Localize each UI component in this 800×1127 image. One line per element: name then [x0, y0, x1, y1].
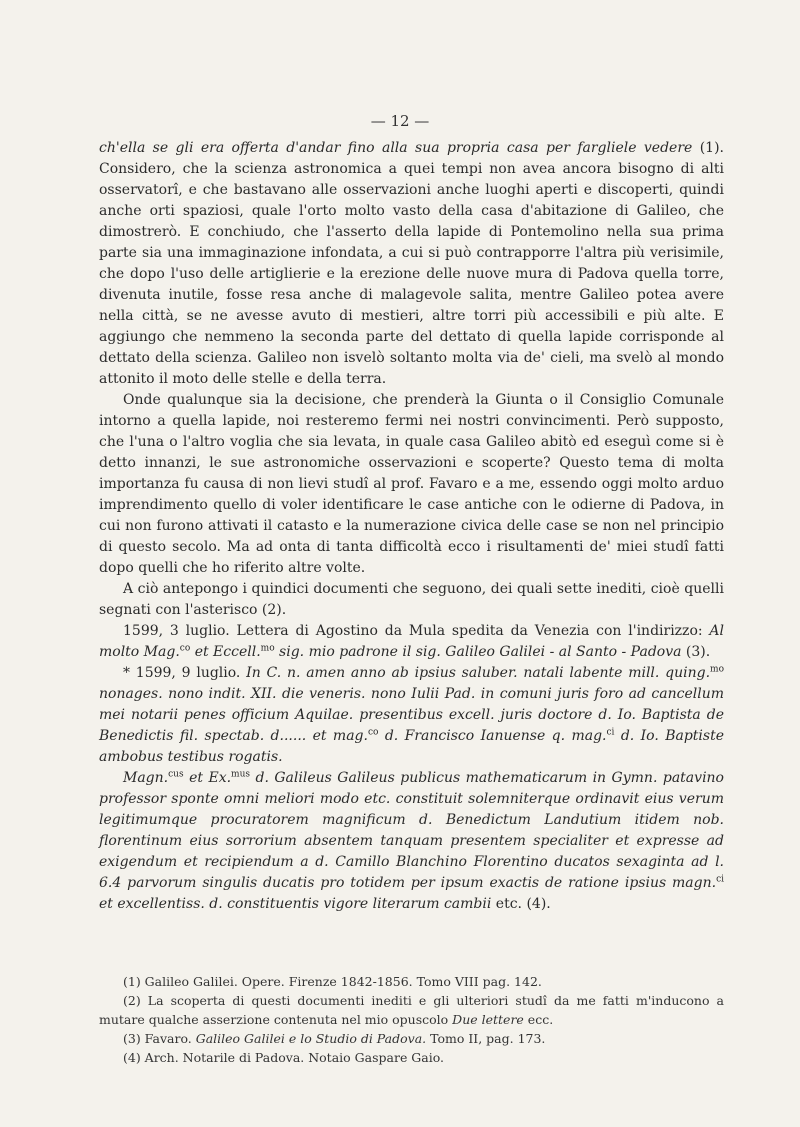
paragraph: A ciò antepongo i quindici documenti che seguono, dei quali sette inediti, cioè quelli segnati con l'asterisco (2).	[99, 581, 724, 618]
italic-text: et Eccell.	[190, 644, 261, 660]
italic-text: sig. mio padrone il sig. Galileo Galilei - al Santo - Padova	[274, 644, 682, 660]
footnote: (4) Arch. Notarile di Padova. Notaio Gaspare Gaio.	[123, 1050, 445, 1065]
document-entry	[99, 663, 724, 768]
paragraph-text: (1). Considero, che la scienza astronomica a quei tempi non avea ancora bisogno di alti osservatorî, e che bastavano alle osservazioni anche luoghi aperti e discoperti, quindi anche orti spaziosi, quale l'orto molto vasto della casa d'abitazione di Galileo, che dimostrerò. E conchiudo, che l'asserto della lapide di Pontemolino nella sua prima parte sia una immaginazione infondata, a cui si può contrapporre l'altra più verisimile, che dopo l'uso delle artiglierie e la erezione delle nuove mura di Padova quella torre, divenuta inutile, fosse resa anche di malagevole salita, mentre Galileo potea avere nella città, se ne avesse avuto di mestieri, altre torri più accessibili e più alte. E aggiungo che nemmeno la seconda parte del dettato di quella lapide corrisponde al dettato della scienza. Galileo non isvelò soltanto molta via de' cieli, ma svelò al mondo attonito il moto delle stelle e della terra.	[99, 140, 724, 387]
italic-text: d. Francisco Ianuense q. mag.	[378, 728, 607, 744]
paragraph: Onde qualunque sia la decisione, che prenderà la Giunta o il Consiglio Comunale intorno a quella lapide, noi resteremo fermi nei nostri convincimenti. Però supposto, che l'una o l'altro voglia che sia levata, in quale casa Galileo abitò ed eseguì come si è detto innanzi, le sue astronomiche osservazioni e scoperte? Questo tema di molta importanza fu causa di non lievi studî al prof. Favaro e a me, essendo oggi molto arduo imprendimento quello di voler identificare le case antiche con le odierne di Padova, in cui non furono attivati il catasto e la numerazione civica delle case se non nel principio di questo secolo. Ma ad onta di tanta difficoltà ecco i risultamenti de' miei studî fatti dopo quelli che ho riferito altre volte.	[99, 392, 724, 576]
superscript: cus	[168, 769, 184, 780]
superscript: ci	[716, 874, 724, 885]
italic-title: Due lettere	[452, 1012, 524, 1027]
italic-text: nonages. nono indit. XII. die veneris. nono Iulii Pad. in comuni juris foro ad cancellum mei notarii penes officium Aquilae. presentibus excell. juris doctore d. Io. Baptista de Benedictis fil. spectab. d...... et mag.	[99, 686, 724, 744]
page-number: — 12 —	[370, 112, 430, 130]
italic-text: In C. n. amen anno ab ipsius saluber. natali labente mill. quing.	[246, 665, 711, 681]
italic-title: Galileo Galilei e lo Studio di Padova.	[195, 1031, 427, 1046]
entry-text: (3).	[681, 644, 711, 660]
footnote	[99, 1029, 724, 1048]
entry-text: 1599, 3 luglio. Lettera di Agostino da Mula spedita da Venezia con l'indirizzo:	[123, 623, 710, 639]
italic-text: Al molto Mag.	[99, 623, 724, 660]
entry-text: * 1599, 9 luglio.	[123, 665, 247, 681]
footnote-text: ecc.	[523, 1012, 554, 1027]
italic-text: d. Galileus Galileus publicus mathematicarum in Gymn. patavino professor sponte omni meliori modo etc. constituit solemniterque ordinavit eius verum legitimumque procuratorem magnificum d. Benedictum Landutium itidem nob. florentinum eius sorrorium absentem tanquam presentem specialiter et expresse ad exigendum et recipiendum a d. Camillo Blanchino Florentino ducatos sexaginta ad l. 6.4 parvorum singulis ducatis pro totidem per ipsum exactis de ratione ipsius magn.	[99, 770, 724, 891]
document-entry	[99, 768, 724, 915]
italic-text: d. Io. Baptiste ambobus testibus rogatis.	[99, 728, 724, 765]
italic-text: Magn.	[123, 770, 169, 786]
paragraph	[99, 138, 724, 390]
footnotes	[99, 972, 724, 1067]
footnote-text: (3) Favaro.	[123, 1031, 196, 1046]
footnote	[99, 991, 724, 1029]
superscript: mo	[260, 643, 275, 654]
footnote: (1) Galileo Galilei. Opere. Firenze 1842-1856. Tomo VIII pag. 142.	[123, 974, 542, 989]
superscript: co	[367, 727, 379, 738]
superscript: mo	[710, 664, 724, 675]
superscript: mus	[231, 769, 250, 780]
superscript: ci	[606, 727, 615, 738]
footnote-text: (2) La scoperta di questi documenti inediti e gli ulteriori studî da me fatti m'inducono a mutare qualche asserzione contenuta nel mio opuscolo	[99, 993, 724, 1027]
italic-text: et Ex.	[183, 770, 232, 786]
footnote-text: Tomo II, pag. 173.	[426, 1031, 546, 1046]
italic-quote: ch'ella se gli era offerta d'andar fino alla sua propria casa per fargliele vedere	[99, 140, 693, 156]
entry-text: etc. (4).	[491, 896, 551, 912]
document-entry	[99, 621, 724, 663]
italic-text: et excellentiss. d. constituentis vigore literarum cambii	[99, 896, 492, 912]
superscript: co	[179, 643, 191, 654]
main-text	[99, 138, 724, 915]
